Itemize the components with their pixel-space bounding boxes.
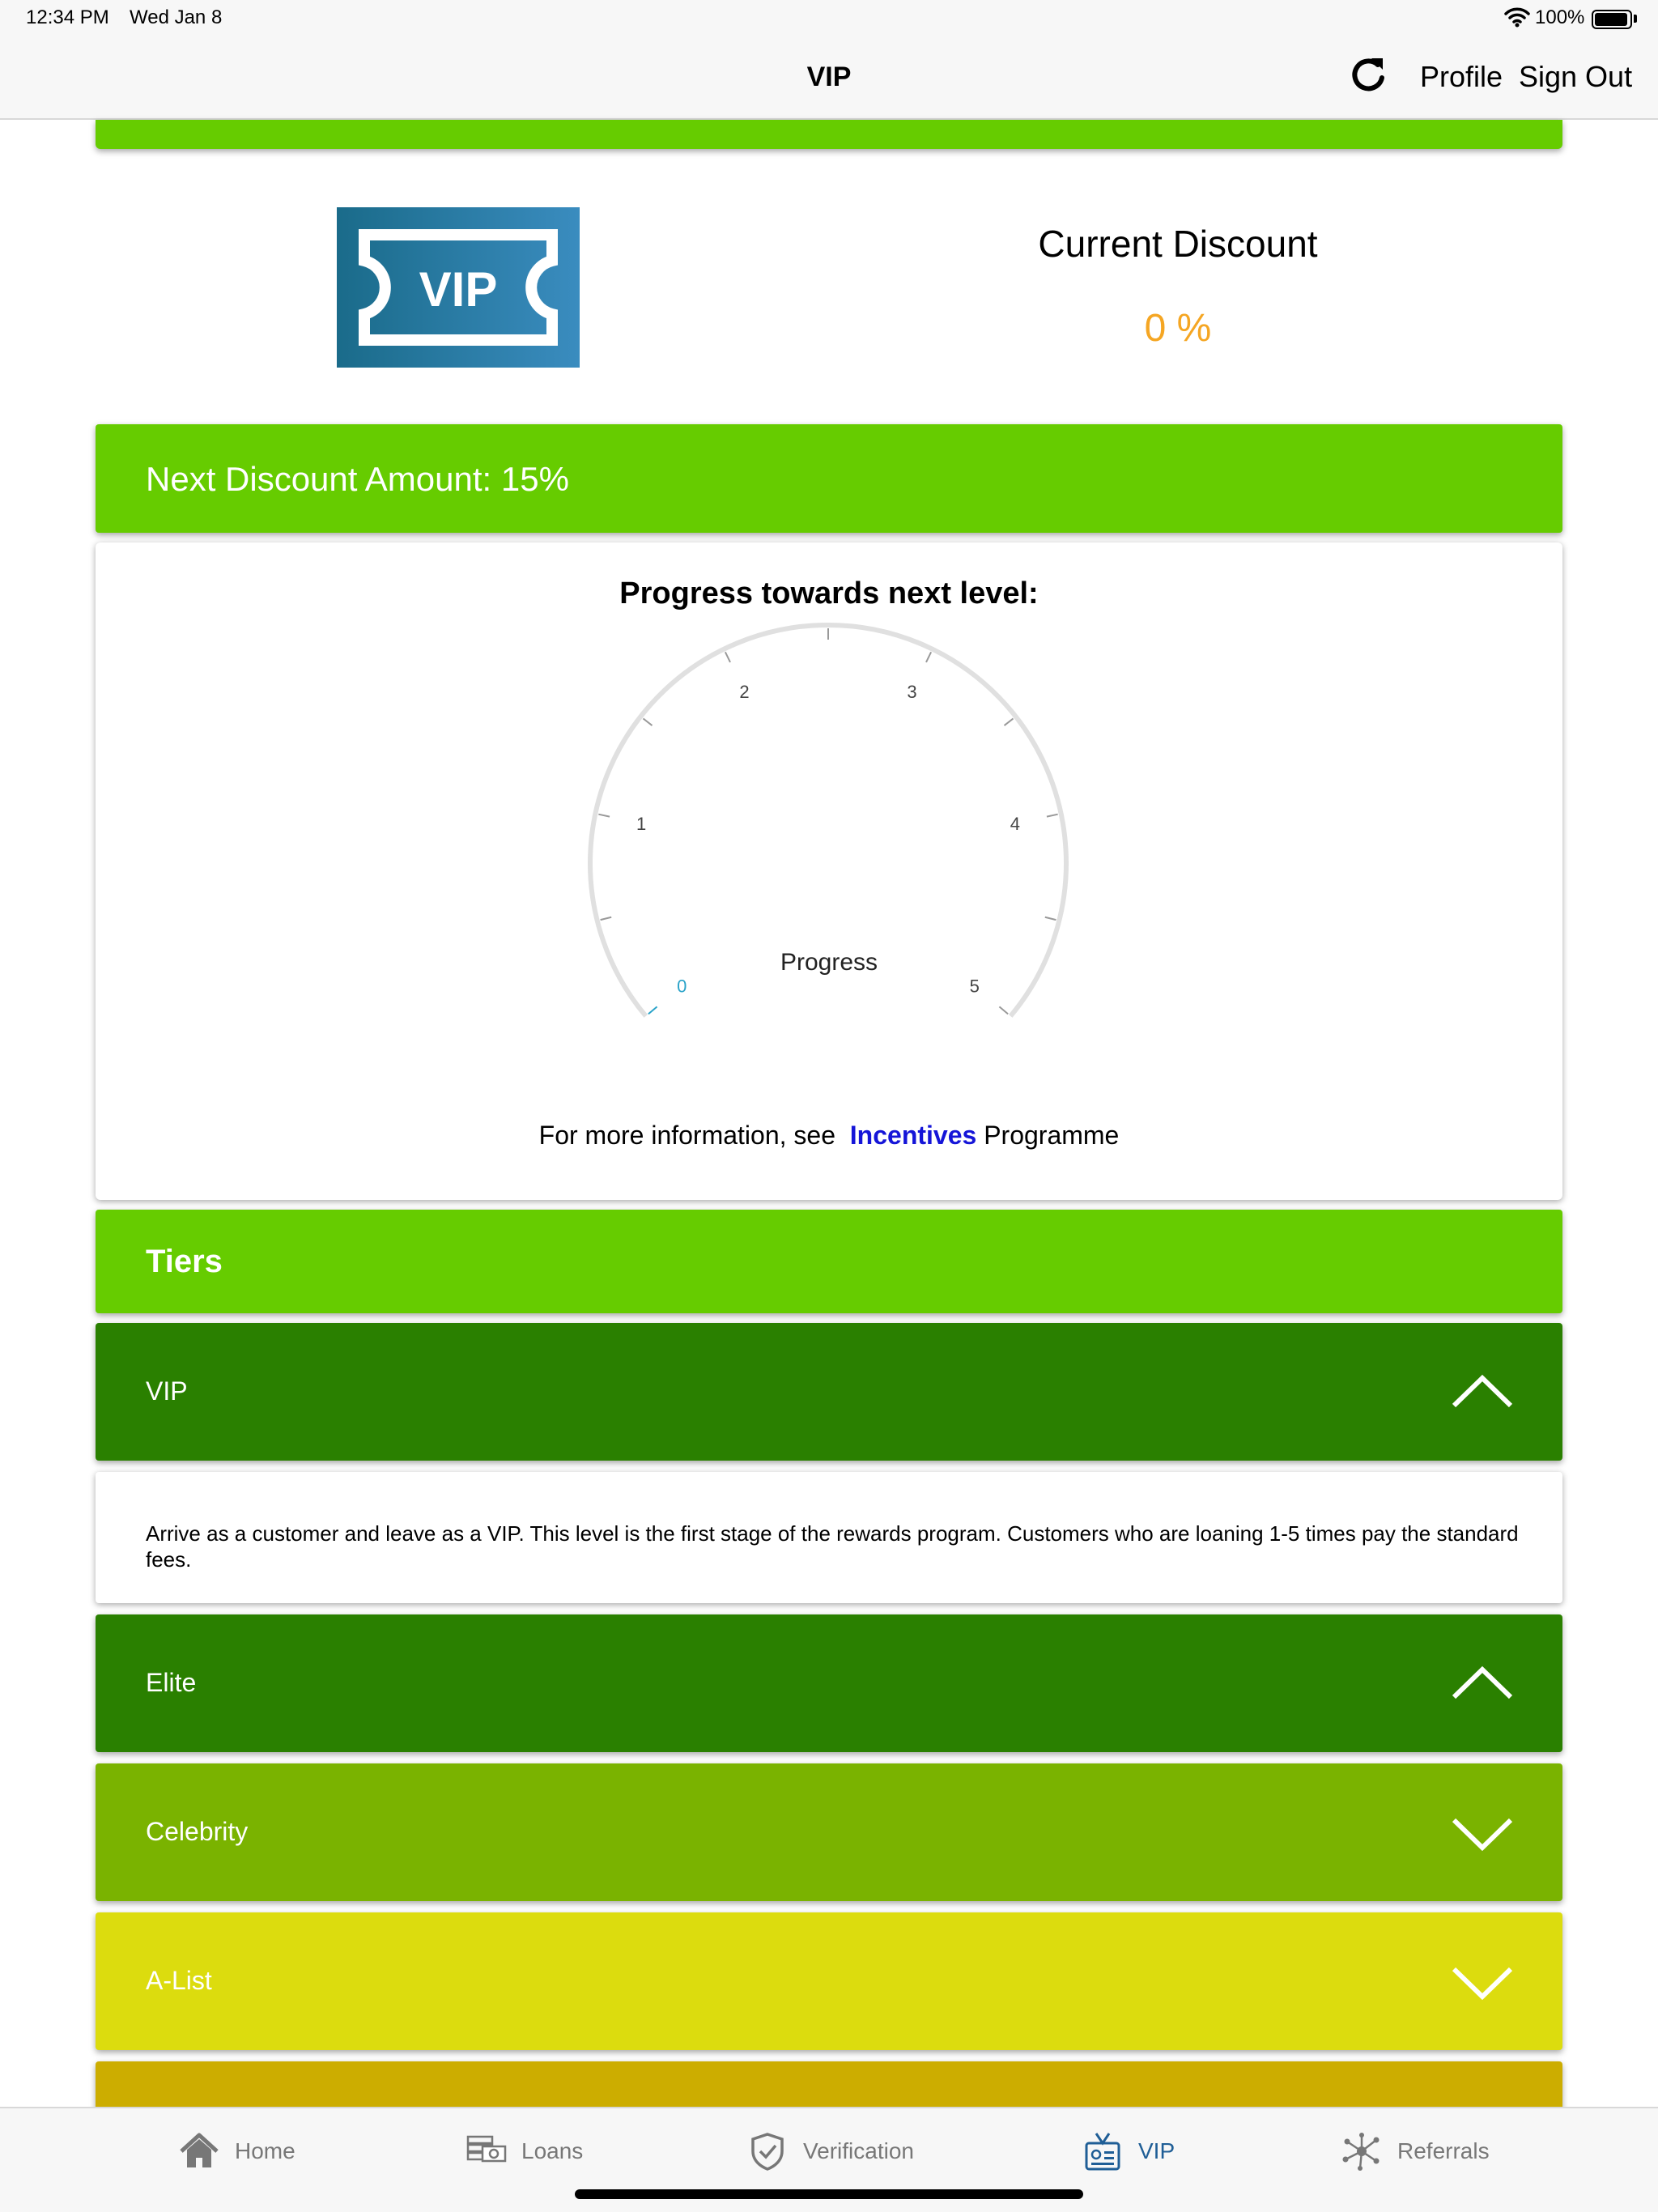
status-time: 12:34 PM xyxy=(26,6,109,28)
tier-celebrity[interactable] xyxy=(96,1763,1562,1901)
gauge-tick xyxy=(1045,917,1056,920)
gauge-tick-label: 4 xyxy=(1010,813,1020,834)
status-bar xyxy=(0,0,1658,39)
home-indicator xyxy=(575,2189,1083,2199)
tab-label: Home xyxy=(235,2138,295,2163)
refresh-icon[interactable] xyxy=(1347,53,1389,96)
next-discount-label: Next Discount Amount: 15% xyxy=(146,460,569,498)
tier-vip[interactable] xyxy=(96,1323,1562,1461)
gauge-tick-label: 5 xyxy=(969,976,980,997)
tab-verification[interactable] xyxy=(746,2131,914,2172)
more-info-suffix: Programme xyxy=(984,1121,1120,1150)
tier-label: Elite xyxy=(146,1668,197,1697)
gauge-tick xyxy=(648,1006,657,1014)
wifi-icon xyxy=(1504,6,1530,28)
tier-description-text: Arrive as a customer and leave as a VIP. This level is the first stage of the rewards program. Customers who are loaning 1-5 times pay the standard fees. xyxy=(146,1521,1519,1572)
tier-label: A-List xyxy=(146,1966,212,1995)
vip-badge-icon xyxy=(1082,2132,1124,2171)
status-date: Wed Jan 8 xyxy=(130,6,223,28)
tab-label: Loans xyxy=(521,2138,584,2163)
gauge-tick xyxy=(999,1006,1008,1014)
gauge-tick xyxy=(926,652,931,662)
battery-icon xyxy=(1592,10,1632,29)
chevron-down-icon[interactable] xyxy=(1451,1802,1514,1862)
tiers-header xyxy=(96,1210,1562,1313)
tab-home[interactable] xyxy=(178,2131,295,2172)
progress-title: Progress towards next level: xyxy=(619,576,1039,610)
tier-label: Celebrity xyxy=(146,1817,249,1846)
gauge-tick xyxy=(1004,718,1013,725)
battery-tip xyxy=(1634,15,1637,23)
gauge-tick-label: 2 xyxy=(739,681,750,702)
money-icon xyxy=(465,2132,507,2171)
tiers-title: Tiers xyxy=(146,1244,223,1279)
home-icon xyxy=(178,2132,220,2171)
gauge-tick-label: 3 xyxy=(907,681,917,702)
gauge-tick xyxy=(1047,815,1058,817)
previous-card-edge xyxy=(96,120,1562,149)
tab-vip[interactable] xyxy=(1082,2131,1175,2172)
tab-label: VIP xyxy=(1138,2138,1175,2163)
tier-a-list[interactable] xyxy=(96,1912,1562,2050)
profile-button[interactable]: Profile xyxy=(1420,60,1503,93)
shield-check-icon xyxy=(746,2132,789,2171)
chevron-up-icon[interactable] xyxy=(1451,1653,1514,1713)
current-discount-title: Current Discount xyxy=(1038,223,1318,265)
tier-elite[interactable] xyxy=(96,1614,1562,1752)
page-title: VIP xyxy=(806,62,852,92)
incentives-link[interactable]: Incentives xyxy=(849,1121,977,1150)
more-info-text xyxy=(96,1121,1562,1151)
network-icon xyxy=(1341,2132,1383,2171)
gauge-tick xyxy=(725,652,730,662)
tab-loans[interactable] xyxy=(465,2131,583,2172)
gauge-label: Progress xyxy=(780,949,878,976)
gauge-tick-label: 0 xyxy=(677,976,687,997)
svg-text:VIP: VIP xyxy=(419,262,498,317)
tier-vip-description xyxy=(96,1472,1562,1603)
tab-label: Referrals xyxy=(1397,2138,1490,2163)
sign-out-button[interactable]: Sign Out xyxy=(1519,60,1633,93)
more-info-prefix: For more information, see xyxy=(538,1121,835,1150)
current-discount-value: 0 % xyxy=(1144,307,1212,350)
tab-label: Verification xyxy=(803,2138,914,2163)
tier-label: VIP xyxy=(146,1376,188,1406)
progress-gauge xyxy=(567,615,1085,1069)
gauge-tick-label: 1 xyxy=(636,813,647,834)
vip-logo xyxy=(337,207,580,368)
chevron-up-icon[interactable] xyxy=(1451,1362,1514,1422)
gauge-tick xyxy=(598,815,610,817)
chevron-down-icon[interactable] xyxy=(1451,1951,1514,2011)
gauge-tick xyxy=(643,718,652,725)
tab-referrals[interactable] xyxy=(1341,2131,1490,2172)
battery-percent: 100% xyxy=(1535,6,1585,28)
gauge-tick xyxy=(601,917,612,920)
